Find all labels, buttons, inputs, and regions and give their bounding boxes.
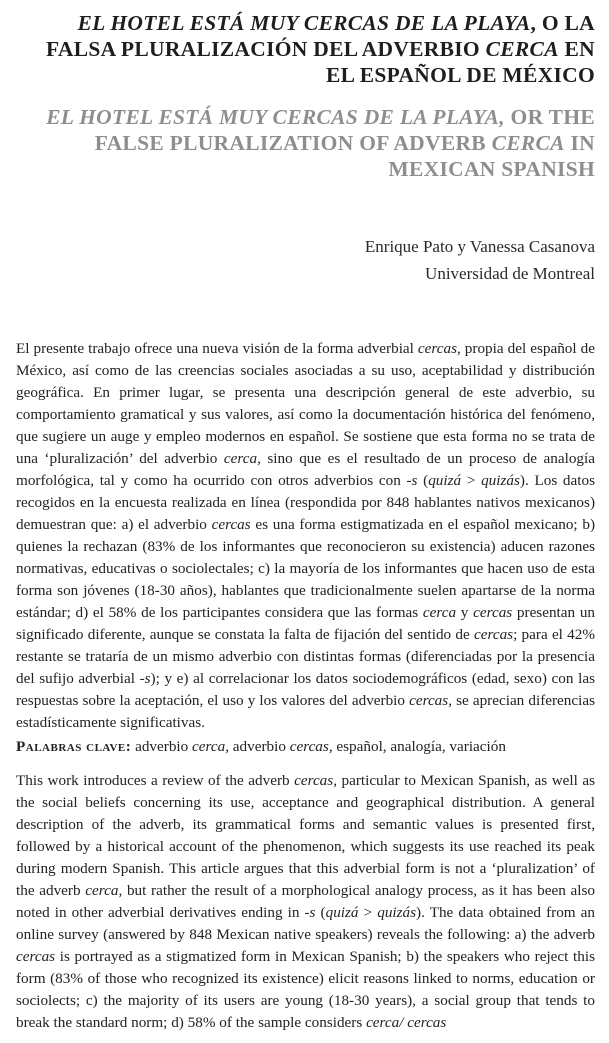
abstract-english: [16, 770, 595, 1034]
title-es-italic-word: CERCA: [485, 37, 559, 61]
title-spanish: [16, 10, 595, 88]
title-es-text: , O LA FALSA PLURALIZACIÓN DEL ADVERBIO: [46, 11, 595, 61]
title-en-italic-word: CERCA: [491, 131, 565, 155]
title-en-text-end: IN MEXICAN SPANISH: [388, 131, 595, 181]
abstract-en-paragraph: This work introduces a review of the adverb cercas, particular to Mexican Spanish, as well as the social beliefs concerning its use, acceptance and geographical distribution. A general description of the adverb, its grammatical forms and semantic values is presented first, followed by a historical account of the phenomenon, which suggests its use reached its peak during modern Spanish. This article argues that this adverbial form is not a ‘pluralization’ of the adverb cerca, but rather the result of a morphological analogy process, as it has been also noted in other adverbial derivatives ending in -s (quizá > quizás). The data obtained from an online survey (answered by 848 Mexican native speakers) reveals the following: a) the adverb cercas is portrayed as a stigmatized form in Mexican Spanish; b) the speakers who reject this form (83% of those who recognized its existence) elicit reasons linked to norms, education or sociolects; c) the majority of its users are young (18-30 years), a social group that tends to break the standard norm; d) 58% of the sample considers cerca/ cercas: [16, 772, 596, 1031]
title-en-text: OR THE FALSE PLURALIZATION OF ADVERB: [94, 105, 595, 155]
title-english: [16, 104, 595, 182]
keywords-line: Palabras clave: adverbio cerca, adverbio cercas, español, analogía, variación: [16, 738, 506, 755]
author-affiliation: Universidad de Montreal: [425, 264, 595, 283]
title-es-italic: EL HOTEL ESTÁ MUY CERCAS DE LA PLAYA: [77, 11, 531, 35]
keywords-label: Palabras clave:: [16, 738, 132, 755]
abstract-es-paragraph: El presente trabajo ofrece una nueva visión de la forma adverbial cercas, propia del español de México, así como de las creencias sociales asociadas a su uso, aceptabilidad y distribución geográfica. En primer lugar, se presenta una descripción general de este adverbio, su comportamiento gramatical y sus valores, así como la documentación histórica del fenómeno, que sugiere un auge y empleo modernos en español. Se sostiene que esta forma no se trata de una ‘pluralización’ del adverbio cerca, sino que es el resultado de un proceso de analogía morfológica, tal y como ha ocurrido con otros adverbios con -s (quizá > quizás). Los datos recogidos en la encuesta realizada en línea (respondida por 848 hablantes nativos mexicanos) demuestran que: a) el adverbio cercas es una forma estigmatizada en el español mexicano; b) quienes la rechazan (83% de los informantes que reconocieron su existencia) aducen razones normativas, educativas o sociolectales; c) la mayoría de los informantes que hacen uso de esta forma son jóvenes (18-30 años), hablantes que tradicionalmente suelen apartarse de la norma estándar; d) el 58% de los participantes considera que las formas cerca y cercas presentan un significado diferente, aunque se constata la falta de fijación del sentido de cercas; para el 42% restante se trataría de un mismo adverbio con distintas formas (diferenciadas por la presencia del sufijo adverbial -s); y e) al correlacionar los datos sociodemográficos (edad, sexo) con las respuestas sobre la aceptación, el uso y los valores del adverbio cercas, se aprecian diferencias estadísticamente significativas.: [16, 340, 596, 731]
author-block: [100, 233, 595, 287]
author-names: Enrique Pato y Vanessa Casanova: [364, 237, 595, 256]
title-es-text-end: EN EL ESPAÑOL DE MÉXICO: [325, 37, 595, 87]
abstract-spanish: [16, 338, 595, 734]
title-en-italic: EL HOTEL ESTÁ MUY CERCAS DE LA PLAYA,: [46, 105, 505, 129]
